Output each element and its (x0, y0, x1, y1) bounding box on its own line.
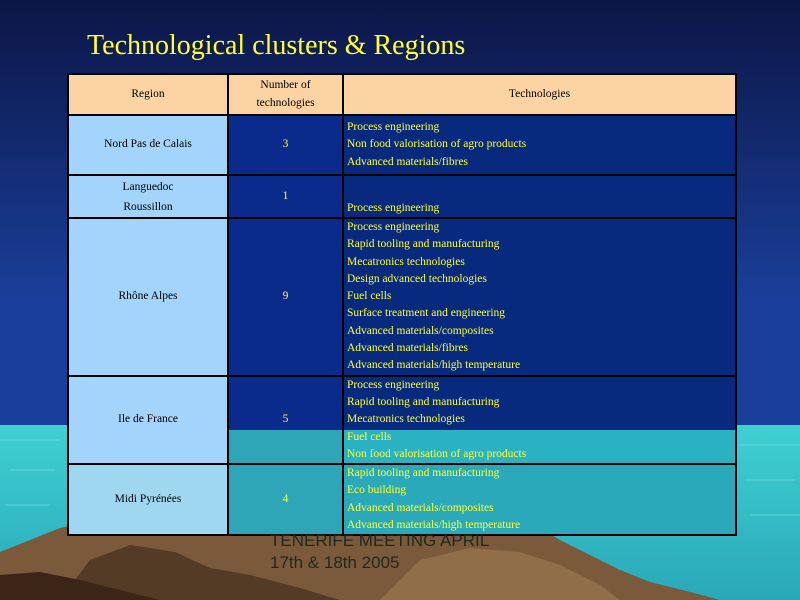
technology-item: Surface treatment and engineering (347, 307, 506, 320)
technology-item: Fuel cells (347, 430, 392, 443)
table-row (68, 175, 736, 218)
count-cell: 4 (228, 464, 343, 535)
table-row (68, 218, 736, 376)
header-count (228, 74, 343, 115)
technology-item: Rapid tooling and manufacturing (347, 238, 500, 251)
region-cell: Ile de France (68, 376, 228, 464)
header-region: Region (68, 74, 228, 115)
region-line2: Roussillon (123, 200, 173, 213)
region-cell: Nord Pas de Calais (68, 115, 228, 175)
technology-item: Rapid tooling and manufacturing (347, 395, 500, 408)
count-cell: 1 (228, 175, 343, 218)
region-line1: Languedoc (122, 180, 174, 193)
technologies-cell (343, 376, 736, 464)
technology-item: Rapid tooling and manufacturing (347, 467, 500, 480)
technologies-cell (343, 464, 736, 535)
technology-item: Process engineering (347, 378, 440, 391)
footer-line2: 17th & 18th 2005 (270, 553, 400, 572)
slide-footer (270, 530, 489, 574)
header-technologies: Technologies (343, 74, 736, 115)
header-count-line1: Number of (260, 79, 311, 92)
technology-item: Mecatronics technologies (347, 413, 465, 426)
region-cell (68, 175, 228, 218)
technologies-cell (343, 175, 736, 218)
count-cell: 3 (228, 115, 343, 175)
technology-item: Process engineering (347, 201, 440, 214)
table-row (68, 376, 736, 464)
technology-item: Advanced materials/fibres (347, 155, 469, 168)
technology-item: Mecatronics technologies (347, 255, 465, 268)
header-count-line2: technologies (256, 96, 315, 109)
clusters-table (67, 73, 737, 536)
footer-line1: TENERIFE MEETING APRIL (270, 531, 490, 550)
technology-item: Fuel cells (347, 290, 392, 303)
technology-item: Advanced materials/composites (347, 501, 494, 514)
technology-item: Process engineering (347, 221, 440, 233)
table-row (68, 464, 736, 535)
technologies-cell (343, 218, 736, 376)
count-cell: 5 (228, 376, 343, 464)
technology-item: Process engineering (347, 121, 440, 134)
slide-title: Technological clusters & Regions (87, 30, 466, 61)
table-header-row (68, 74, 736, 115)
technology-item: Advanced materials/high temperature (347, 359, 521, 372)
technologies-cell (343, 115, 736, 175)
technology-item: Advanced materials/high temperature (347, 519, 521, 532)
technology-item: Advanced materials/composites (347, 324, 494, 337)
region-cell: Midi Pyrénées (68, 464, 228, 535)
table-row (68, 115, 736, 175)
technology-item: Non food valorisation of agro products (347, 447, 527, 460)
region-cell: Rhône Alpes (68, 218, 228, 376)
technology-item: Non food valorisation of agro products (347, 138, 527, 151)
technology-item: Design advanced technologies (347, 272, 487, 285)
technology-item: Advanced materials/fibres (347, 342, 469, 355)
technology-item: Eco building (347, 484, 407, 497)
count-cell: 9 (228, 218, 343, 376)
